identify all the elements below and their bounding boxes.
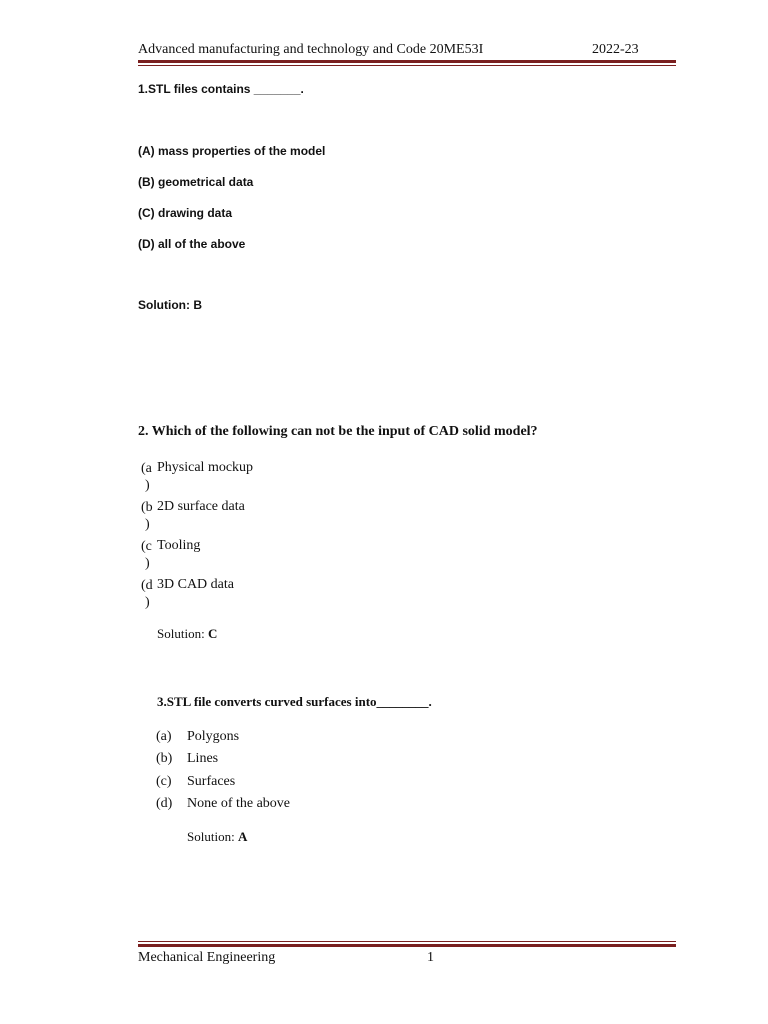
question-3-option-c: Surfaces — [187, 774, 236, 789]
question-2-option-d-label: (d ) — [141, 578, 153, 610]
question-2-option-d: 3D CAD data — [157, 577, 234, 592]
question-1-option-a: (A) mass properties of the model — [138, 144, 326, 158]
question-1-option-d: (D) all of the above — [138, 237, 246, 251]
question-1-option-c: (C) drawing data — [138, 206, 233, 220]
header-rule-thick — [138, 60, 676, 63]
question-3-option-a: Polygons — [187, 729, 240, 744]
footer-rule-thick — [138, 944, 676, 947]
question-3-option-a-label: (a) — [156, 729, 172, 744]
question-3-option-d: None of the above — [187, 796, 291, 811]
question-2-text: 2. Which of the following can not be the input of CAD solid model? — [138, 424, 538, 439]
question-2-option-a-label: (a ) — [141, 461, 152, 493]
question-2-option-c: Tooling — [157, 538, 201, 553]
question-1-solution: Solution: B — [138, 298, 202, 312]
question-2-option-a: Physical mockup — [157, 460, 254, 475]
footer-rule-thin — [138, 941, 676, 942]
header-year: 2022-23 — [592, 42, 639, 57]
question-2-option-b-label: (b ) — [141, 500, 153, 532]
question-3-option-b-label: (b) — [156, 751, 173, 766]
question-2-option-b: 2D surface data — [157, 499, 245, 514]
question-1-option-b: (B) geometrical data — [138, 175, 254, 189]
question-3-option-d-label: (d) — [156, 796, 173, 811]
question-1-text: 1.STL files contains _______. — [138, 82, 304, 96]
question-3-text: 3.STL file converts curved surfaces into________. — [157, 694, 432, 709]
header-rule-thin — [138, 65, 676, 66]
question-2-option-c-label: (c ) — [141, 539, 152, 571]
footer-page-number: 1 — [427, 950, 434, 965]
question-3-option-b: Lines — [187, 751, 219, 766]
footer-department: Mechanical Engineering — [138, 950, 276, 965]
header-title: Advanced manufacturing and technology and Code 20ME53I — [138, 42, 484, 57]
question-3-option-c-label: (c) — [156, 774, 172, 789]
question-2-solution: Solution: C — [157, 626, 218, 641]
question-3-solution: Solution: A — [187, 829, 248, 844]
